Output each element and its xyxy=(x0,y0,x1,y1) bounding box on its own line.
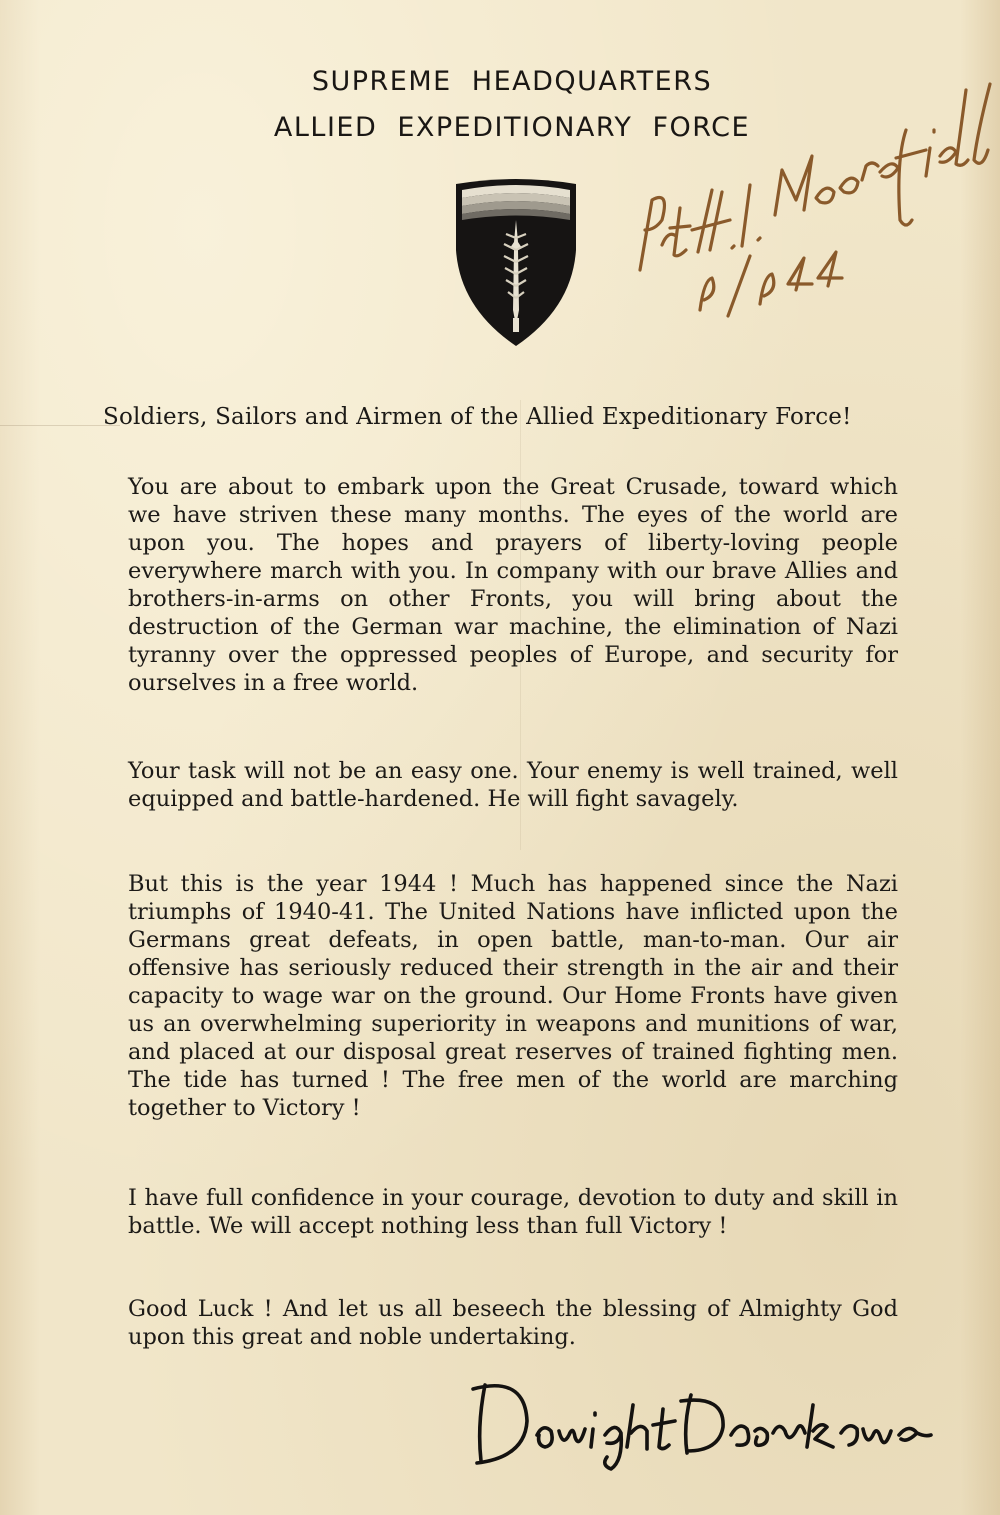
header-line-2: ALLIED EXPEDITIONARY FORCE xyxy=(273,112,751,143)
fold-crease xyxy=(0,425,120,426)
eisenhower-signature xyxy=(455,1365,935,1475)
shaef-shoulder-sleeve-insignia-icon xyxy=(452,170,580,350)
paragraph: I have full confidence in your courage, devotion to duty and skill in battle. We will accept nothing less than full Victory ! xyxy=(128,1185,898,1239)
paragraph: Your task will not be an easy one. Your enemy is well trained, well equipped and battle-hardened. He will fight savagely. xyxy=(128,758,898,812)
salutation: Soldiers, Sailors and Airmen of the Allied Expeditionary Force! xyxy=(103,404,852,430)
paragraph: Good Luck ! And let us all beseech the blessing of Almighty God upon this great and noble undertaking. xyxy=(128,1296,898,1350)
header-line-1: SUPREME HEADQUARTERS xyxy=(311,66,713,97)
paragraph: You are about to embark upon the Great Crusade, toward which we have striven these many months. The eyes of the world are upon you. The hopes and prayers of liberty-loving people everywhere march with you. In company with our brave Allies and brothers-in-arms on other Fronts, you will bring about the destruction of the German war machine, the elimination of Nazi tyranny over the oppressed peoples of Europe, and security for ourselves in a free world. xyxy=(128,474,898,696)
paragraph: But this is the year 1944 ! Much has happened since the Nazi triumphs of 1940-41. The United Nations have inflicted upon the Germans great defeats, in open battle, man-to-man. Our air offensive has seriously reduced their strength in the air and their capacity to wage war on the ground. Our Home Fronts have given us an overwhelming superiority in weapons and munitions of war, and placed at our disposal great reserves of trained fighting men. The tide has turned ! The free men of the world are marching together to Victory ! xyxy=(128,871,898,1121)
handwritten-note xyxy=(600,80,1000,340)
